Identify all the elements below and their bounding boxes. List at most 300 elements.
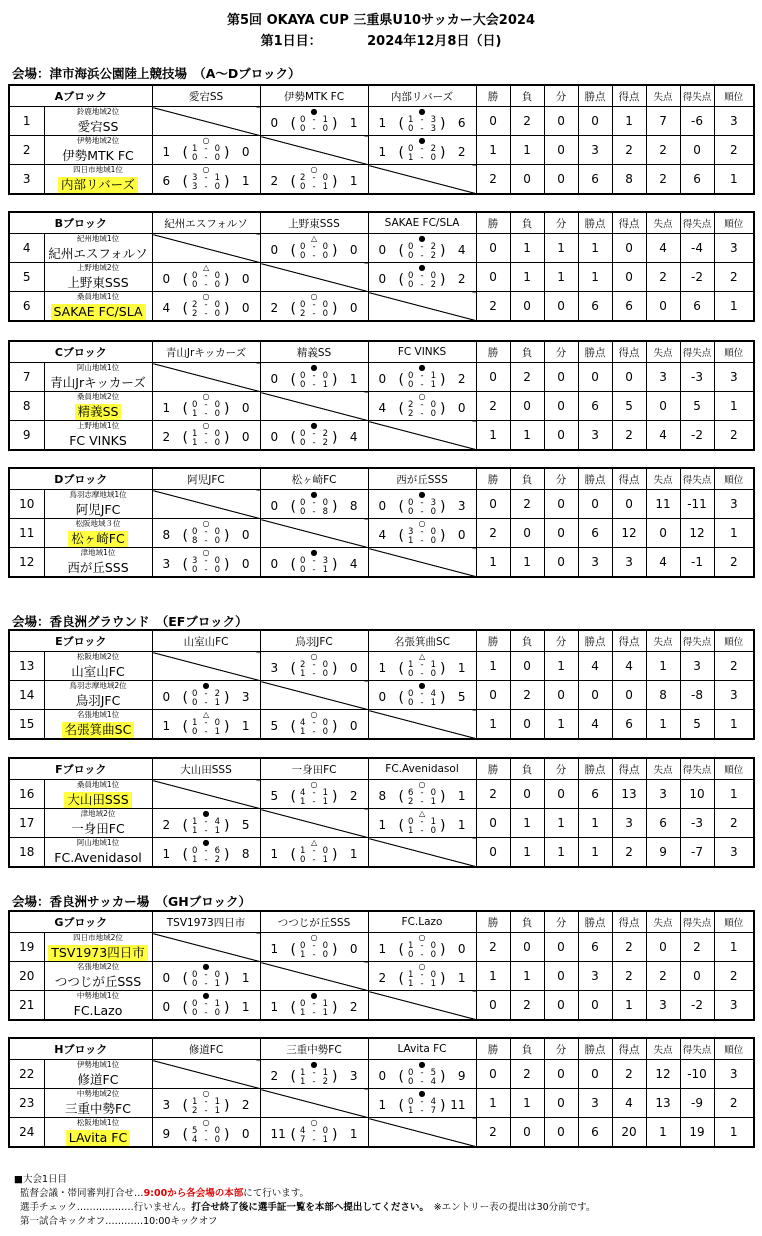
second-half-score: 0 - 0	[408, 949, 436, 960]
stat-value: 0	[612, 490, 646, 519]
opponent-header: 一身田FC	[260, 758, 368, 780]
goals-against: 2	[457, 272, 466, 286]
stat-value: 3	[578, 548, 612, 578]
goals-for: 6	[162, 174, 171, 188]
block-table	[8, 1037, 755, 1148]
first-half-score: 0 - 0	[408, 270, 436, 281]
team-number: 3	[9, 165, 44, 195]
stat-header: 勝	[476, 212, 510, 234]
team-region: 中勢地域1位	[76, 991, 120, 1000]
stat-header: 得失点	[680, 911, 714, 933]
first-half-score: 0 - 1	[408, 816, 436, 827]
first-half-score: 2 - 0	[300, 172, 328, 183]
match-cell	[152, 809, 260, 838]
result-mark: ●	[418, 107, 426, 116]
first-half-score: 0 - 0	[300, 241, 328, 252]
goals-against: 1	[349, 847, 358, 861]
stat-value: 1	[476, 1089, 510, 1118]
second-half-score: 0 - 0	[192, 279, 220, 290]
stat-value: 0	[612, 234, 646, 263]
goals-for: 0	[162, 690, 171, 704]
block-table	[8, 211, 755, 322]
stat-header: 分	[544, 85, 578, 107]
goals-for: 4	[378, 528, 387, 542]
paren-left: (	[290, 661, 297, 677]
result-mark: ○	[202, 421, 210, 430]
stat-value: 0	[476, 838, 510, 868]
paren-left: (	[290, 1000, 296, 1016]
stat-value: 6	[578, 519, 612, 548]
stat-value: 1	[578, 263, 612, 292]
goals-for: 0	[378, 372, 387, 386]
second-half-score: 1 - 1	[300, 1007, 328, 1018]
stat-value: 3	[578, 1089, 612, 1118]
stat-value: 1	[714, 165, 754, 195]
paren-left: (	[398, 818, 405, 834]
first-half-score: 0 - 2	[192, 688, 220, 699]
stat-value: 2	[510, 107, 544, 136]
first-half-score: 3 - 1	[192, 172, 220, 183]
match-cell	[260, 1060, 368, 1089]
first-half-score: 0 - 0	[192, 270, 220, 281]
paren-right: )	[224, 401, 230, 417]
first-half-score: 0 - 1	[192, 998, 220, 1009]
stat-value: 1	[714, 392, 754, 421]
result-mark: ○	[202, 519, 210, 528]
paren-left: (	[290, 789, 297, 805]
stat-header: 順位	[714, 758, 754, 780]
result-mark: ●	[418, 1060, 426, 1069]
second-half-score: 1 - 0	[408, 535, 436, 546]
stat-value: 0	[680, 136, 714, 165]
team-number: 20	[9, 962, 44, 991]
second-half-score: 0 - 0	[192, 1007, 220, 1018]
paren-right: )	[332, 174, 338, 190]
goals-for: 0	[378, 243, 387, 257]
team-number: 17	[9, 809, 44, 838]
first-half-score: 1 - 3	[408, 114, 436, 125]
stat-header: 得失点	[680, 341, 714, 363]
paren-left: (	[398, 1098, 404, 1114]
stat-value: 1	[714, 292, 754, 322]
result-mark: △	[418, 809, 426, 818]
venue-heading-1: 会場：津市海浜公園陸上競技場 （A～Dブロック）	[12, 66, 301, 81]
match-cell	[368, 107, 476, 136]
stat-value: 2	[714, 1089, 754, 1118]
stat-value: 2	[476, 780, 510, 809]
stat-value: 6	[578, 933, 612, 962]
first-half-score: 1 - 4	[192, 816, 220, 827]
goals-for: 1	[270, 942, 279, 956]
paren-right: )	[332, 301, 338, 317]
paren-right: )	[440, 789, 446, 805]
team-cell	[44, 962, 152, 991]
team-name: 三重中勢FC	[65, 1101, 131, 1116]
stat-value: 1	[476, 652, 510, 681]
stat-value: 4	[612, 652, 646, 681]
stat-header: 勝点	[578, 341, 612, 363]
stat-value: 3	[646, 991, 680, 1021]
stat-header: 勝点	[578, 911, 612, 933]
team-region: 名張地域1位	[76, 710, 120, 719]
paren-left: (	[290, 243, 297, 259]
goals-for: 8	[162, 528, 171, 542]
stat-value: 2	[510, 363, 544, 392]
stat-value: -2	[680, 421, 714, 451]
paren-left: (	[290, 116, 297, 132]
stat-value: 0	[510, 1118, 544, 1148]
result-mark: ●	[310, 1060, 318, 1069]
goals-for: 1	[270, 847, 279, 861]
stat-value: 0	[544, 962, 578, 991]
team-number: 14	[9, 681, 44, 710]
team-name: LAvita FC	[66, 1130, 130, 1146]
goals-against: 1	[349, 1127, 358, 1141]
block-name: Dブロック	[9, 468, 152, 490]
stat-value: 0	[476, 263, 510, 292]
stat-value: 1	[578, 838, 612, 868]
result-mark: ○	[418, 392, 426, 401]
stat-value: 1	[646, 1118, 680, 1148]
paren-left: (	[182, 818, 189, 834]
stat-value: 2	[476, 519, 510, 548]
stat-value: 2	[714, 263, 754, 292]
stat-header: 負	[510, 85, 544, 107]
opponent-header: SAKAE FC/SLA	[368, 212, 476, 234]
date-line: 第1日目： 2024年12月8日（日)	[260, 34, 502, 49]
paren-left: (	[398, 372, 405, 388]
opponent-header: FC.Lazo	[368, 911, 476, 933]
result-mark: ●	[202, 681, 210, 690]
self-match-cell	[152, 933, 260, 962]
stat-header: 得点	[612, 341, 646, 363]
stat-value: 2	[714, 421, 754, 451]
goals-against: 2	[349, 1000, 358, 1014]
result-mark: ●	[310, 548, 318, 557]
result-mark: △	[418, 652, 426, 661]
stat-value: 2	[612, 962, 646, 991]
goals-for: 0	[162, 1000, 171, 1014]
paren-left: (	[290, 174, 297, 190]
stat-value: 3	[714, 681, 754, 710]
result-mark: ○	[418, 933, 426, 942]
stat-value: 2	[646, 136, 680, 165]
goals-for: 8	[378, 789, 387, 803]
stat-value: 8	[646, 681, 680, 710]
paren-right: )	[440, 528, 446, 544]
team-number: 13	[9, 652, 44, 681]
stat-value: 0	[646, 292, 680, 322]
goals-against: 0	[241, 528, 250, 542]
goals-for: 0	[378, 1069, 387, 1083]
paren-left: (	[182, 690, 189, 706]
stat-header: 得点	[612, 911, 646, 933]
goals-against: 0	[241, 145, 250, 159]
stat-header: 勝	[476, 758, 510, 780]
paren-left: (	[290, 1069, 296, 1085]
stat-value: 0	[612, 363, 646, 392]
stat-value: 6	[612, 710, 646, 740]
stat-header: 負	[510, 468, 544, 490]
team-cell	[44, 392, 152, 421]
stat-value: 1	[510, 548, 544, 578]
stat-value: 4	[646, 234, 680, 263]
stat-value: 0	[544, 136, 578, 165]
stat-value: 0	[544, 392, 578, 421]
goals-against: 2	[457, 372, 466, 386]
stat-header: 得失点	[680, 212, 714, 234]
match-cell	[260, 548, 368, 578]
team-number: 24	[9, 1118, 44, 1148]
stat-value: 0	[476, 1060, 510, 1089]
stat-value: 3	[578, 136, 612, 165]
team-name: 上野東SSS	[67, 275, 129, 290]
stat-value: 3	[714, 107, 754, 136]
paren-right: )	[224, 430, 230, 446]
goals-for: 4	[162, 301, 171, 315]
stat-value: 1	[510, 263, 544, 292]
block-name: Bブロック	[9, 212, 152, 234]
team-number: 5	[9, 263, 44, 292]
team-region: 桑員地域1位	[76, 292, 120, 301]
stat-value: 3	[578, 962, 612, 991]
paren-right: )	[440, 1098, 446, 1114]
team-name: SAKAE FC/SLA	[51, 304, 146, 320]
team-row	[9, 548, 754, 578]
stat-value: 1	[510, 234, 544, 263]
match-cell	[368, 962, 476, 991]
stat-value: 19	[680, 1118, 714, 1148]
stat-value: 0	[646, 392, 680, 421]
second-half-score: 0 - 8	[300, 506, 328, 517]
stat-value: 0	[510, 780, 544, 809]
match-cell	[260, 292, 368, 322]
first-half-score: 0 - 0	[300, 940, 328, 951]
stat-value: 0	[578, 107, 612, 136]
goals-against: 5	[457, 690, 466, 704]
goals-for: 0	[270, 243, 279, 257]
first-half-score: 2 - 0	[408, 399, 436, 410]
team-cell	[44, 363, 152, 392]
stat-value: 3	[646, 780, 680, 809]
second-half-score: 0 - 1	[192, 726, 220, 737]
stat-header: 勝点	[578, 468, 612, 490]
paren-right: )	[440, 116, 446, 132]
stat-value: 2	[680, 933, 714, 962]
paren-left: (	[182, 401, 189, 417]
goals-for: 2	[270, 301, 279, 315]
result-mark: ○	[418, 962, 426, 971]
paren-right: )	[332, 1069, 338, 1085]
goals-against: 3	[241, 690, 250, 704]
second-half-score: 1 - 2	[300, 1076, 328, 1087]
team-name: 名張箕曲SC	[62, 722, 135, 738]
stat-value: 0	[544, 490, 578, 519]
result-mark: ○	[202, 292, 210, 301]
self-match-cell	[368, 292, 476, 322]
stat-header: 順位	[714, 911, 754, 933]
self-match-cell	[368, 1118, 476, 1148]
stat-value: 6	[680, 165, 714, 195]
paren-left: (	[182, 1127, 188, 1143]
result-mark: ●	[310, 991, 318, 1000]
result-mark: ●	[202, 809, 210, 818]
stat-value: 1	[714, 933, 754, 962]
goals-against: 8	[241, 847, 250, 861]
stat-value: 0	[510, 710, 544, 740]
stat-header: 得失点	[680, 758, 714, 780]
paren-right: )	[440, 401, 446, 417]
second-half-score: 0 - 1	[192, 978, 220, 989]
second-half-score: 0 - 1	[300, 379, 328, 390]
team-name: 愛宕SS	[77, 119, 119, 134]
match-cell	[368, 1089, 476, 1118]
stat-header: 失点	[646, 341, 680, 363]
match-cell	[152, 710, 260, 740]
stat-value: 1	[714, 780, 754, 809]
team-region: 阿山地域1位	[76, 363, 120, 372]
stat-value: 2	[714, 809, 754, 838]
paren-right: )	[440, 971, 446, 987]
notes	[14, 1173, 595, 1229]
second-half-score: 7 - 1	[300, 1134, 328, 1145]
result-mark: ○	[310, 652, 318, 661]
block-table	[8, 757, 755, 868]
team-number: 18	[9, 838, 44, 868]
paren-right: )	[440, 272, 446, 288]
goals-against: 0	[241, 401, 250, 415]
stat-header: 勝	[476, 468, 510, 490]
stat-value: 0	[544, 165, 578, 195]
stat-header: 分	[544, 341, 578, 363]
second-half-score: 1 - 1	[300, 796, 328, 807]
stat-value: 1	[510, 421, 544, 451]
stat-value: 6	[680, 292, 714, 322]
match-cell	[152, 292, 260, 322]
goals-against: 3	[457, 499, 466, 513]
stat-value: 1	[510, 809, 544, 838]
second-half-score: 0 - 4	[408, 1076, 436, 1087]
stat-value: 6	[578, 780, 612, 809]
first-half-score: 6 - 0	[408, 787, 436, 798]
stat-header: 勝	[476, 911, 510, 933]
stat-value: -6	[680, 107, 714, 136]
second-half-score: 0 - 1	[192, 697, 220, 708]
notes-kickoff	[14, 1215, 595, 1229]
self-match-cell	[152, 234, 260, 263]
team-row	[9, 1060, 754, 1089]
first-half-score: 0 - 0	[192, 526, 220, 537]
stat-header: 勝点	[578, 212, 612, 234]
stat-value: 0	[476, 107, 510, 136]
stat-value: 0	[476, 809, 510, 838]
goals-for: 2	[162, 430, 171, 444]
team-cell	[44, 1089, 152, 1118]
match-cell	[152, 1118, 260, 1148]
result-mark: △	[310, 838, 318, 847]
team-number: 19	[9, 933, 44, 962]
goals-against: 0	[349, 719, 358, 733]
second-half-score: 2 - 0	[192, 308, 220, 319]
result-mark: △	[202, 710, 210, 719]
match-cell	[368, 1060, 476, 1089]
second-half-score: 0 - 0	[408, 668, 436, 679]
team-cell	[44, 780, 152, 809]
match-cell	[368, 490, 476, 519]
stat-value: 2	[646, 263, 680, 292]
stat-value: 6	[578, 392, 612, 421]
stat-value: 1	[544, 234, 578, 263]
match-cell	[152, 165, 260, 195]
first-half-score: 1 - 0	[408, 969, 436, 980]
paren-left: (	[182, 272, 189, 288]
first-half-score: 0 - 2	[300, 428, 328, 439]
goals-against: 3	[349, 1069, 358, 1083]
second-half-score: 1 - 1	[192, 825, 220, 836]
paren-left: (	[182, 719, 189, 735]
stat-value: 0	[544, 991, 578, 1021]
opponent-header: 鳥羽JFC	[260, 630, 368, 652]
paren-left: (	[398, 971, 404, 987]
stat-header: 失点	[646, 1038, 680, 1060]
team-name: FC.Avenidasol	[54, 850, 142, 865]
stat-value: 1	[578, 234, 612, 263]
goals-against: 0	[457, 528, 466, 542]
goals-against: 1	[241, 174, 250, 188]
team-region: 中勢地域2位	[76, 1089, 120, 1098]
stat-value: 0	[476, 363, 510, 392]
stat-header: 失点	[646, 212, 680, 234]
paren-right: )	[224, 818, 230, 834]
stat-header: 分	[544, 212, 578, 234]
opponent-header: 名張箕曲SC	[368, 630, 476, 652]
goals-against: 0	[349, 243, 358, 257]
goals-for: 1	[378, 145, 387, 159]
result-mark: ○	[310, 710, 318, 719]
team-row	[9, 681, 754, 710]
team-row	[9, 392, 754, 421]
stat-value: 4	[578, 710, 612, 740]
second-half-score: 1 - 0	[408, 825, 436, 836]
stat-value: 0	[510, 392, 544, 421]
team-row	[9, 363, 754, 392]
stat-value: -11	[680, 490, 714, 519]
team-cell	[44, 838, 152, 868]
stat-value: 4	[646, 548, 680, 578]
team-number: 12	[9, 548, 44, 578]
second-half-score: 2 - 1	[192, 1105, 220, 1116]
team-row	[9, 962, 754, 991]
paren-right: )	[440, 243, 446, 259]
stat-header: 得点	[612, 85, 646, 107]
team-cell	[44, 519, 152, 548]
stat-value: 2	[476, 933, 510, 962]
second-half-score: 0 - 1	[408, 379, 436, 390]
venue-heading-2: 会場：香良洲グラウンド （EFブロック）	[12, 614, 248, 629]
team-region: 上野地域2位	[76, 263, 120, 272]
stat-value: 1	[544, 263, 578, 292]
stat-header: 得点	[612, 468, 646, 490]
team-row	[9, 165, 754, 195]
opponent-header: 内部リバーズ	[368, 85, 476, 107]
team-cell	[44, 490, 152, 519]
paren-left: (	[398, 145, 405, 161]
team-cell	[44, 234, 152, 263]
stat-header: 得失点	[680, 1038, 714, 1060]
paren-right: )	[440, 942, 446, 958]
team-name: 松ヶ崎FC	[68, 531, 127, 547]
opponent-header: 三重中勢FC	[260, 1038, 368, 1060]
